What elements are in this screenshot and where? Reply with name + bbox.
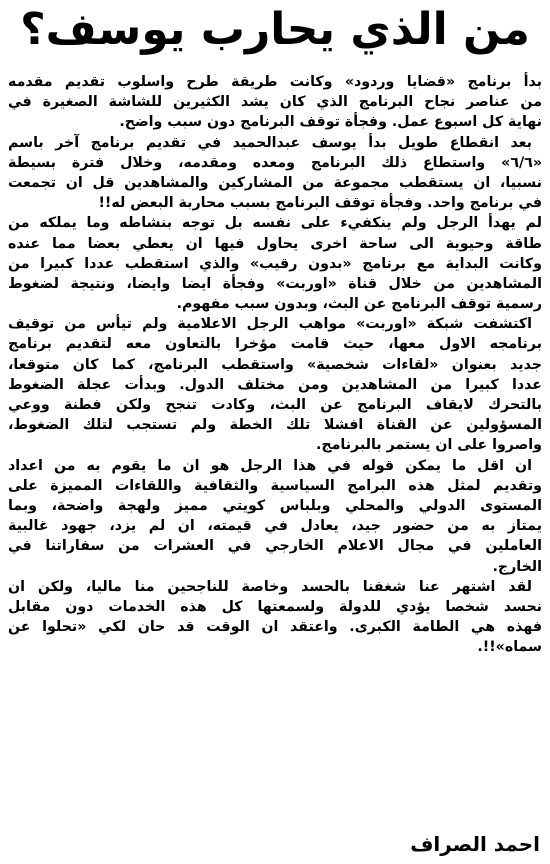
text-line: الخارج. [492,558,542,575]
text-line: فهذه هي الطامة الكبرى. واعتقد ان الوقت قد حان لكي «تحلوا عن [8,619,542,636]
text-line: طاقة وحيوية الى ساحة اخرى يحاول فيها ان يعطي بعضا مما عنده [8,235,542,252]
text-line: ان اقل ما يمكن قوله في هذا الرجل هو ان ما يقوم به من اعداد [8,457,532,474]
text-line: المسؤولين عن القناة افشلا تلك الخطة ولم تستجب لتلك الضغوط، [8,417,542,434]
text-line: بالتحرك لايقاف البرنامج عن البث، وكادت تنجح ولكن فطنة ووعي [8,397,542,413]
article-body [8,72,542,657]
text-line: نسبيا، ان يستقطب مجموعة من المشاركين والمشاهدين قل ان تجمعت [8,174,542,191]
text-line: المشاهدين من خلال قناة «اوربت» وفجأة ايضا وايضا، ونتيجة لضغوط [8,275,542,292]
text-line: نهاية كل اسبوع عمل. وفجأة توقف البرنامج دون سبب واضح. [119,114,542,131]
text-line: من عناصر نجاح البرنامج الذي كان يشد الكثيرين للشاشة الصغيرة في [8,94,542,111]
text-line: بدأ برنامج «قضايا وردود» وكانت طريقة طرح واسلوب تقديم مقدمه [8,74,542,90]
text-line: وتقديم لمثل هذه البرامج السياسية والثقافية واللقاءات المميزة على [8,477,542,494]
text-line: عددا كبيرا من المشاهدين ومن مختلف الدول. وبدأت عجلة الضغوط [8,376,542,393]
paragraph [8,456,542,577]
paragraph [8,577,542,658]
text-line: واصروا على ان يستمر بالبرنامج. [315,437,542,454]
paragraph [8,213,542,314]
paragraph [8,314,542,455]
text-line: رسمية توقف البرنامج عن البث، وبدون سبب مفهوم. [176,296,542,313]
text-line: العاملين في مجال الاعلام الخارجي في العشرات من سفاراتنا في [8,538,542,555]
text-line: في برنامج واحد. وفجأة توقف البرنامج بسبب محاربة البعض له!! [98,195,542,212]
text-line: وكانت البداية مع برنامج «بدون رقيب» والذي استقطب عددا كبيرا من [8,255,542,272]
text-line: سماه»!!. [477,639,542,656]
paragraph [8,133,542,214]
text-line: لقد اشتهر عنا شغفنا بالحسد وخاصة للناجحين منا ماليا، ولكن ان [8,578,532,595]
text-line: بعد انقطاع طويل بدأ يوسف عبدالحميد في تقديم برنامج آخر باسم [8,134,532,151]
text-line: «٦/٦» واستطاع ذلك البرنامج ومعده ومقدمه، وخلال فترة بسيطة [8,154,542,171]
text-line: لم يهدأ الرجل ولم ينكفيء على نفسه بل توجه بنشاطه وما يملكه من [8,215,542,232]
text-line: المستوى الدولي والمحلي وبلباس كويتي مميز ولهجة واضحة، وبما [8,497,542,514]
author-byline: احمد الصراف [410,832,540,856]
article-headline: من الذي يحارب يوسف؟ [20,4,530,55]
text-line: يمتاز به من حضور جيد، يعادل في قيمته، ان لم يزد، جهود غالبية [8,518,542,535]
text-line: برنامجه الاول معها، حيث قامت مؤخرا بالتعاون معه لتقديم برنامج [8,336,542,353]
text-line: اكتشفت شبكة «اوربت» مواهب الرجل الاعلامية ولم تيأس من توقيف [8,316,532,333]
paragraph [8,72,542,133]
text-line: جديد بعنوان «لقاءات شخصية» واستقطب البرنامج، كما كان متوقعا، [8,356,542,373]
text-line: نحسد شخصا يؤدي للدولة ولسمعتها كل هذه الخدمات دون مقابل [8,598,542,615]
